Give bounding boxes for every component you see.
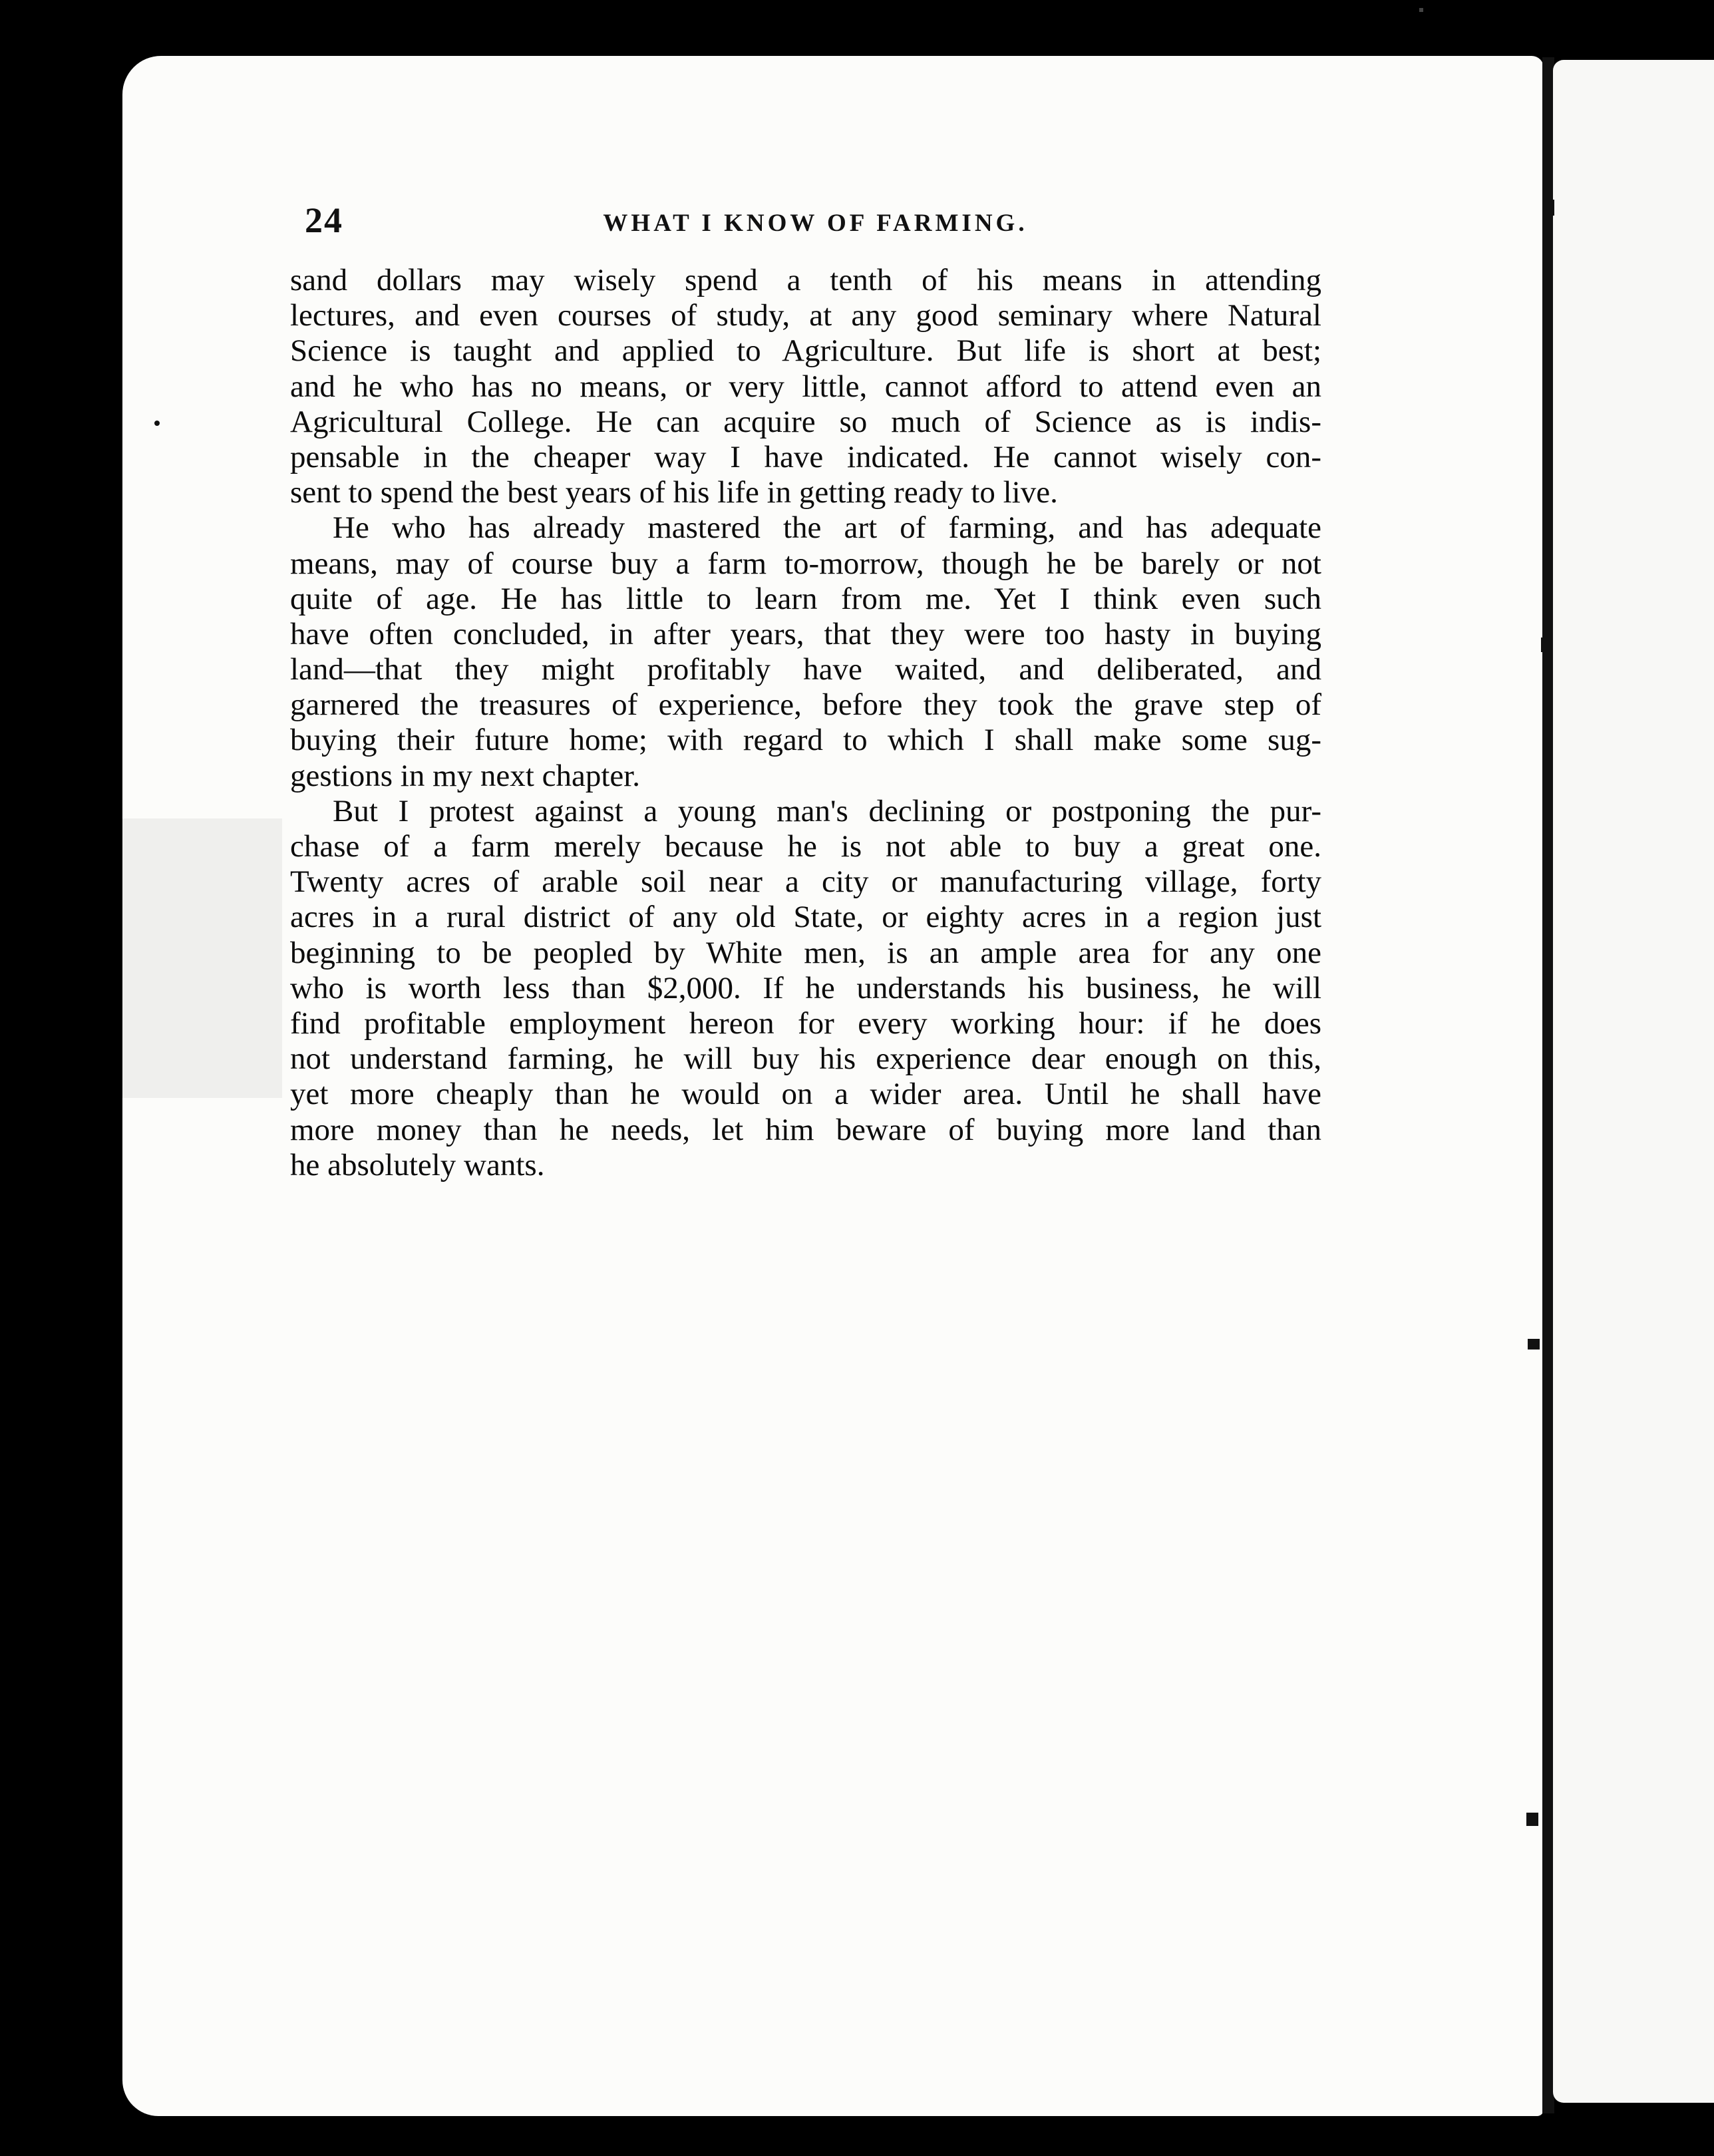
text-line: gestions in my next chapter. xyxy=(290,758,641,793)
paragraph xyxy=(290,263,1321,510)
text-line: more money than he needs, let him beware of buying more land than xyxy=(290,1112,1321,1147)
edge-mark xyxy=(1528,1339,1540,1349)
text-line: acres in a rural district of any old State, or eighty acres in a region just xyxy=(290,900,1321,935)
facing-page-edge xyxy=(1553,60,1714,2103)
text-line: He who has already mastered the art of farming, and has adequate xyxy=(333,510,1321,546)
paragraph xyxy=(290,794,1321,1183)
edge-mark xyxy=(1546,200,1554,216)
text-line: quite of age. He has little to learn from me. Yet I think even such xyxy=(290,581,1321,616)
text-line: Science is taught and applied to Agriculture. But life is short at best; xyxy=(290,333,1321,369)
text-line: pensable in the cheaper way I have indicated. He cannot wisely con- xyxy=(290,439,1321,474)
text-line: Agricultural College. He can acquire so much of Science as is indis- xyxy=(290,404,1321,439)
text-line: buying their future home; with regard to which I shall make some sug- xyxy=(290,723,1321,758)
edge-mark xyxy=(1526,1813,1538,1826)
edge-mark xyxy=(1541,637,1548,652)
text-line: he absolutely wants. xyxy=(290,1147,545,1182)
page-number: 24 xyxy=(305,200,343,240)
text-line: Twenty acres of arable soil near a city or manufacturing village, forty xyxy=(290,864,1321,900)
text-line: lectures, and even courses of study, at any good seminary where Natural xyxy=(290,298,1321,333)
edge-mark xyxy=(1419,8,1423,12)
page-shadow xyxy=(122,818,282,1098)
edge-mark xyxy=(154,421,160,426)
text-line: garnered the treasures of experience, before they took the grave step of xyxy=(290,687,1321,723)
text-line: find profitable employment hereon for every working hour: if he does xyxy=(290,1005,1321,1041)
paragraph xyxy=(290,510,1321,794)
text-line: have often concluded, in after years, that they were too hasty in buying xyxy=(290,616,1321,651)
text-line: means, may of course buy a farm to-morrow, though he be barely or not xyxy=(290,546,1321,581)
text-line: who is worth less than $2,000. If he understands his business, he will xyxy=(290,970,1321,1005)
text-line: sent to spend the best years of his life in getting ready to live. xyxy=(290,475,1058,510)
text-line: land—that they might profitably have waited, and deliberated, and xyxy=(290,652,1321,687)
text-line: not understand farming, he will buy his experience dear enough on this, xyxy=(290,1041,1321,1077)
text-line: sand dollars may wisely spend a tenth of his means in attending xyxy=(290,263,1321,297)
body-text xyxy=(290,263,1321,1183)
page-header xyxy=(305,200,1326,246)
text-line: beginning to be peopled by White men, is an ample area for any one xyxy=(290,935,1321,970)
text-line: chase of a farm merely because he is not able to buy a great one. xyxy=(290,829,1321,864)
text-line: But I protest against a young man's declining or postponing the pur- xyxy=(333,793,1321,828)
running-title: WHAT I KNOW OF FARMING. xyxy=(603,210,1028,237)
text-line: and he who has no means, or very little, cannot afford to attend even an xyxy=(290,369,1321,404)
text-line: yet more cheaply than he would on a wider area. Until he shall have xyxy=(290,1077,1321,1112)
